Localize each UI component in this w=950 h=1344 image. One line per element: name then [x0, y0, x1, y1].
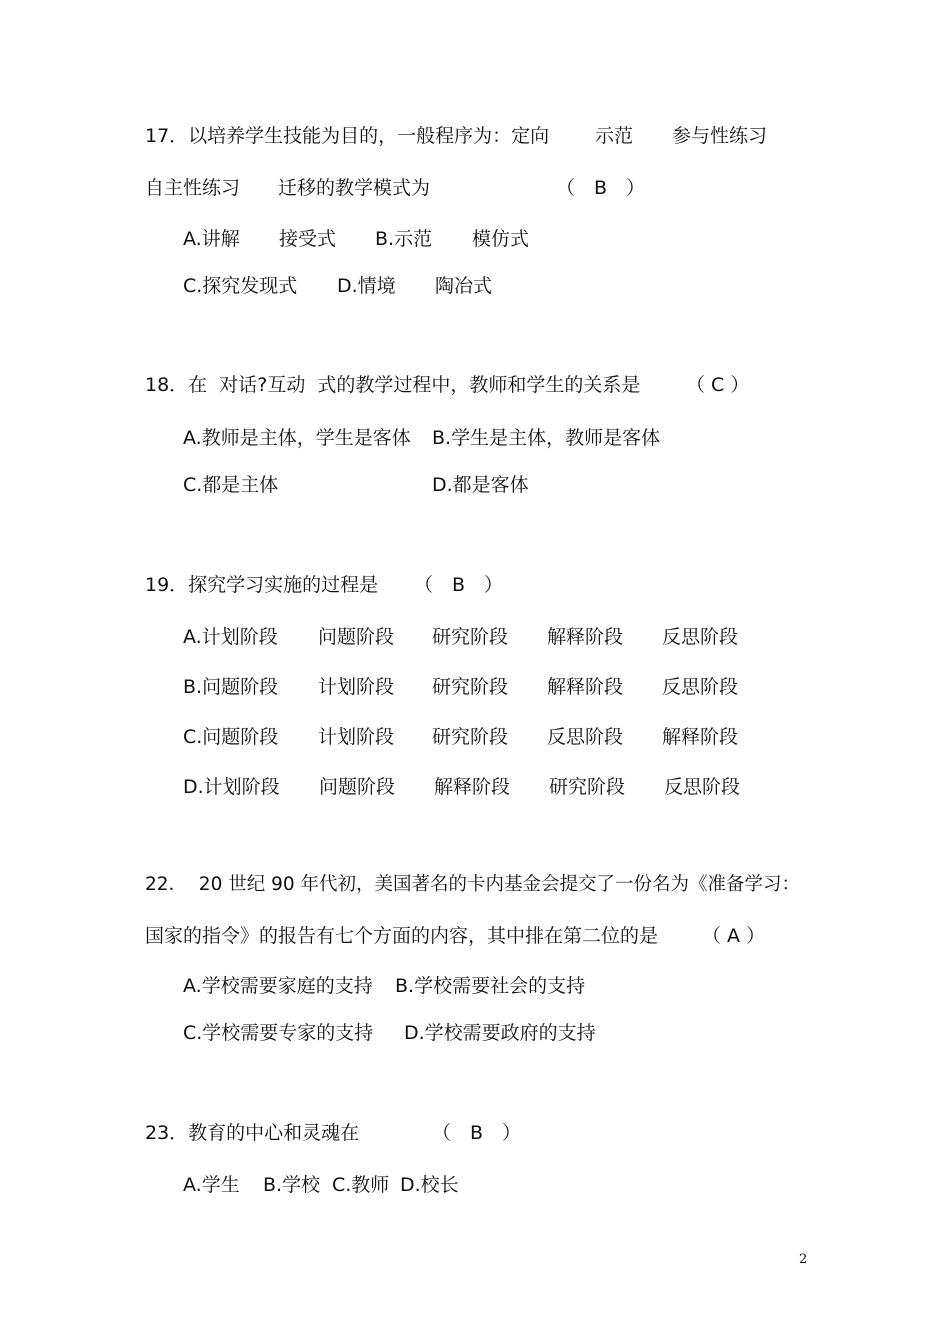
q19-option-a-1: A.计划阶段	[183, 626, 278, 648]
q17-option-b: B.示范	[375, 228, 433, 250]
q18-option-a: A.教师是主体，学生是客体	[183, 427, 411, 449]
q19-option-b-4: 解释阶段	[547, 676, 624, 698]
q17-stem-line2: 自主性练习	[145, 177, 241, 199]
q18-option-b: B.学生是主体，教师是客体	[432, 427, 661, 449]
q23-option-a: A.学生	[183, 1174, 240, 1196]
q19-option-a-3: 研究阶段	[432, 626, 509, 648]
q22-answer: （ A ）	[702, 925, 766, 947]
q23-option-b: B.学校	[263, 1174, 321, 1196]
q19-option-b-1: B.问题阶段	[183, 676, 279, 698]
q19-option-d-5: 反思阶段	[664, 776, 741, 798]
q19-option-c-3: 研究阶段	[432, 726, 509, 748]
q19-option-d-2: 问题阶段	[319, 776, 396, 798]
q17-option-d: D.情境	[337, 275, 396, 297]
q17-step-demo: 示范	[595, 125, 634, 147]
q17-answer: （ B ）	[556, 177, 646, 199]
q18-answer: （ C ）	[686, 374, 750, 396]
q17-option-c: C.探究发现式	[183, 275, 298, 297]
q19-stem: 19．探究学习实施的过程是	[145, 574, 379, 596]
q17-option-a: A.讲解	[183, 228, 240, 250]
q17-stem-line2b: 迁移的教学模式为	[278, 177, 431, 199]
q19-option-c-4: 反思阶段	[547, 726, 624, 748]
q17-step-practice: 参与性练习	[672, 125, 768, 147]
q23-option-d: D.校长	[400, 1174, 459, 1196]
q18-stem: 18．在 对话?互动 式的教学过程中，教师和学生的关系是	[145, 374, 641, 396]
q17-option-d-mode: 陶冶式	[435, 275, 493, 297]
q19-option-d-3: 解释阶段	[434, 776, 511, 798]
q18-option-d: D.都是客体	[432, 474, 529, 496]
q19-option-d-1: D.计划阶段	[183, 776, 280, 798]
q22-stem-line1: 22． 20 世纪 90 年代初，美国著名的卡内基金会提交了一份名为《准备学习：	[145, 874, 801, 895]
q19-answer: （ B ）	[414, 574, 504, 596]
q19-option-a-2: 问题阶段	[318, 626, 395, 648]
q19-option-b-5: 反思阶段	[662, 676, 739, 698]
q17-option-a-mode: 接受式	[279, 228, 337, 250]
q19-option-d-4: 研究阶段	[549, 776, 626, 798]
q23-stem: 23．教育的中心和灵魂在	[145, 1122, 360, 1144]
q18-option-c: C.都是主体	[183, 474, 279, 496]
q23-option-c: C.教师	[332, 1174, 390, 1196]
q19-option-b-3: 研究阶段	[432, 676, 509, 698]
page-number: 2	[799, 1252, 808, 1267]
q22-stem-line2: 国家的指令》的报告有七个方面的内容，其中排在第二位的是	[145, 925, 659, 947]
q23-answer: （ B ）	[432, 1122, 522, 1144]
q22-option-b: B.学校需要社会的支持	[395, 975, 586, 997]
q19-option-a-5: 反思阶段	[662, 626, 739, 648]
q19-option-a-4: 解释阶段	[547, 626, 624, 648]
q22-option-a: A.学校需要家庭的支持	[183, 975, 373, 997]
q19-option-c-2: 计划阶段	[318, 726, 395, 748]
q22-option-c: C.学校需要专家的支持	[183, 1022, 374, 1044]
q19-option-c-5: 解释阶段	[662, 726, 739, 748]
q17-stem-line1: 17．以培养学生技能为目的，一般程序为：定向	[145, 125, 550, 147]
q22-option-d: D.学校需要政府的支持	[404, 1022, 596, 1044]
q17-option-b-mode: 模仿式	[472, 228, 530, 250]
q19-option-b-2: 计划阶段	[318, 676, 395, 698]
q19-option-c-1: C.问题阶段	[183, 726, 279, 748]
